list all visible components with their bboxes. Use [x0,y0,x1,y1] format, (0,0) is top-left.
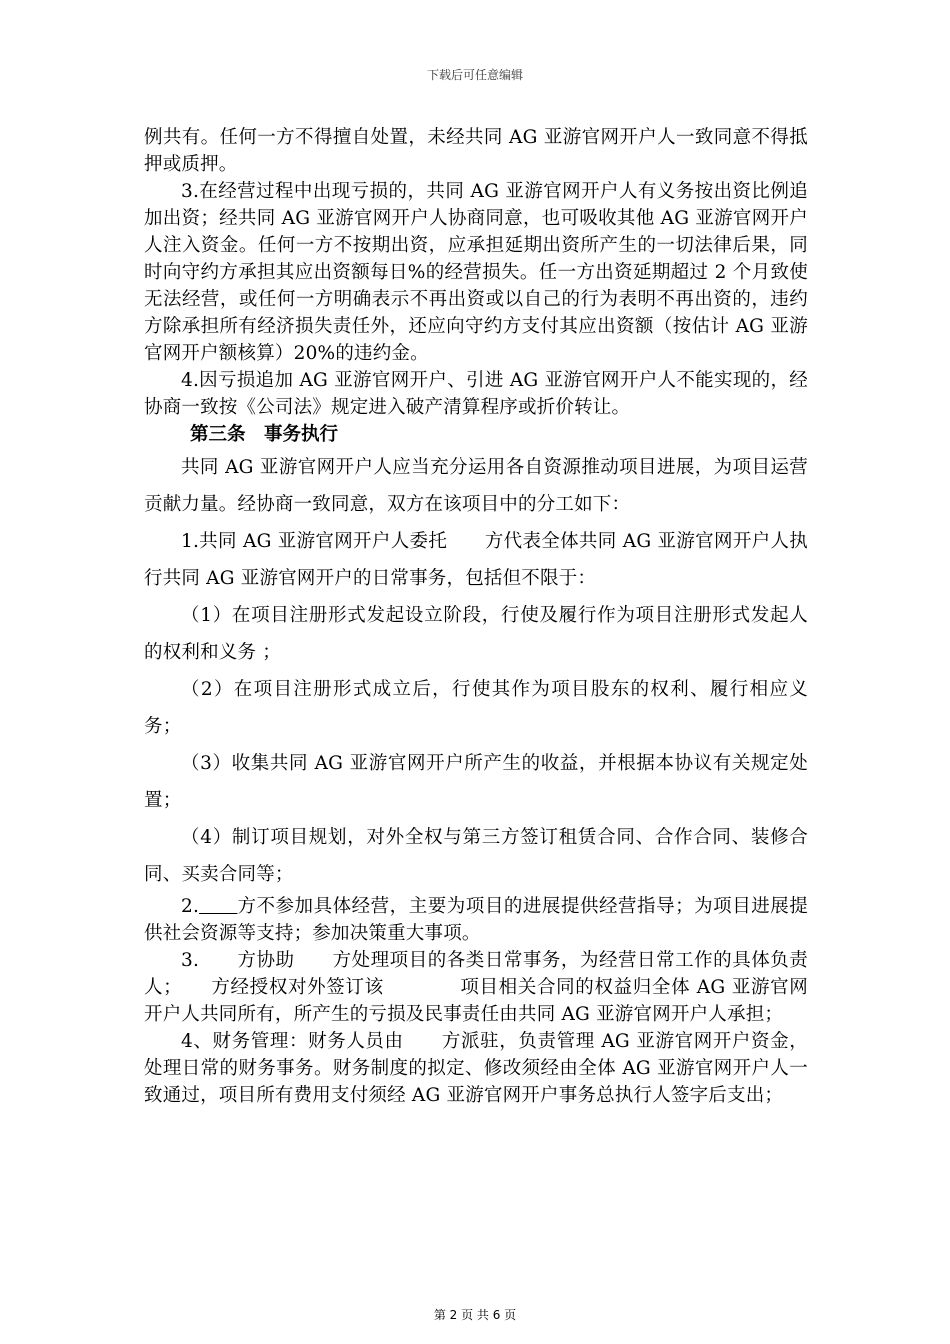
section-heading-affairs-execution: 第三条 事务执行 [190,424,339,445]
paragraph-bankruptcy-liquidation: 4.因亏损追加 AG 亚游官网开户、引进 AG 亚游官网开户人不能实现的，经协商一致按《公司法》规定进入破产清算程序或折价转让。 [144,370,808,418]
paragraph-loss-contribution: 3.在经营过程中出现亏损的，共同 AG 亚游官网开户人有义务按出资比例追加出资；经共同 AG 亚游官网开户人协商同意，也可吸收其他 AG 亚游官网开户人注入资金。任何一方不按期出资，应承担延期出资所产生的一切法律后果，同时向守约方承担其应出资额每日%的经营损失。任一方出资延期超过 2 个月致使无法经营，或任何一方明确表示不再出资或以自己的行为表明不再出资的，违约方除承担所有经济损失责任外，还应向守约方支付其应出资额（按估计 AG 亚游官网开户额核算）20%的违约金。 [144,181,808,364]
item-number: 2. [181,896,200,917]
page-header: 下载后可任意编辑 [426,68,523,82]
document-body [144,124,808,1109]
paragraph-daily-affairs: 3. 方协助 方处理项目的各类日常事务，为经营日常工作的具体负责人； 方经授权对外签订该 项目相关合同的权益归全体 AG 亚游官网开户人共同所有，所产生的亏损及民事责任由共同 AG 亚游官网开户人承担； [144,950,808,1025]
item-text: 方不参加具体经营，主要为项目的进展提供经营指导；为项目进展提供社会资源等支持；参加决策重大事项。 [144,896,808,944]
list-item-2: （2）在项目注册形式成立后，行使其作为项目股东的权利、履行相应义务； [144,679,808,737]
blank-party-field [199,896,237,917]
list-item-3: （3）收集共同 AG 亚游官网开户所产生的收益，并根据本协议有关规定处置； [144,753,808,811]
paragraph-financial-management: 4、财务管理：财务人员由 方派驻，负责管理 AG 亚游官网开户资金，处理日常的财务事务。财务制度的拟定、修改须经由全体 AG 亚游官网开户人一致通过，项目所有费用支付须经 AG 亚游官网开户事务总执行人签字后支出； [144,1031,808,1106]
page-footer: 第 2 页 共 6 页 [433,1308,517,1322]
paragraph-ownership-continued: 例共有。任何一方不得擅自处置，未经共同 AG 亚游官网开户人一致同意不得抵押或质押。 [144,127,808,175]
paragraph-non-participating-party [144,893,808,947]
paragraph-division-of-labor: 共同 AG 亚游官网开户人应当充分运用各自资源推动项目进展，为项目运营贡献力量。经协商一致同意，双方在该项目中的分工如下： [144,457,808,515]
paragraph-delegation: 1.共同 AG 亚游官网开户人委托 方代表全体共同 AG 亚游官网开户人执行共同 AG 亚游官网开户的日常事务，包括但不限于： [144,531,808,589]
list-item-4: （4）制订项目规划，对外全权与第三方签订租赁合同、合作合同、装修合同、买卖合同等； [144,827,808,885]
list-item-1: （1）在项目注册形式发起设立阶段，行使及履行作为项目注册形式发起人的权利和义务 ； [144,605,808,663]
